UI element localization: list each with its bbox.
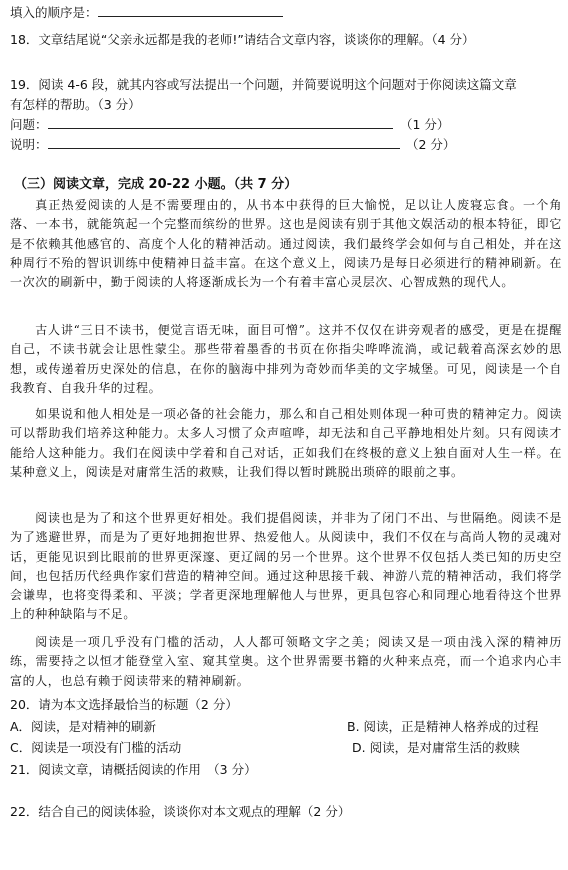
passage-paragraph-4: 阅读也是为了和这个世界更好相处。我们提倡阅读，并非为了闭门不出、与世隔绝。阅读不是为了逃避世界，而是为了更好地拥抱世界、热爱他人。从阅读中，我们不仅在与高尚人物的灵魂对话，更能见识到比眼前的世界更深邃、更辽阔的另一个世界。这个世界不仅包括人类已知的历史空间，也包括历代经典作家们营造的精神空间。通过这种思接千载、神游八荒的精神活动，我们将学会谦卑，也将变得柔和、平淡；学者更深地理解他人与世界，更具包容心和同理心地看待这个世界上的种种缺陷与不足。 [10,511,562,622]
q19-question-blank[interactable] [48,116,393,129]
passage-paragraph-3: 如果说和他人相处是一项必备的社会能力，那么和自己相处则体现一种可贵的精神定力。阅读可以帮助我们培养这种能力。太多人习惯了众声喧哗，却无法和自己平静地相处片刻。只有阅读才能给人这种能力。我们在阅读中学着和自己对话，正如我们在终极的意义上独自面对人生一样。在某种意义上，阅读是对庸常生活的救赎，让我们得以暂时跳脱出琐碎的眼前之事。 [10,407,562,479]
q20-option-a[interactable]: A．阅读，是对精神的刷新 [10,719,157,734]
q20-option-b[interactable]: B. 阅读，正是精神人格养成的过程 [347,719,539,734]
q19-question-score: （1 分） [400,117,450,132]
q19-explain-score: （2 分） [406,137,456,152]
question-20: 20．请为本文选择最恰当的标题（2 分） [10,697,238,712]
q19-explain-row [10,136,400,154]
q19-question-label: 问题： [10,117,48,132]
passage-paragraph-1: 真正热爱阅读的人是不需要理由的，从书本中获得的巨大愉悦，足以让人废寝忘食。一个角落、一本书，就能筑起一个完整而缤纷的世界。这也是阅读有别于其他文娱活动的根本特征，即它是不依赖其他感官的、高度个人化的精神活动。通过阅读，我们最终学会如何与自己相处，并在这种周行不殆的智识训练中使精神日益丰富。在这个意义上，阅读乃是每日必须进行的精神刷新。在一次次的刷新中，勤于阅读的人将逐渐成长为一个有着丰富心灵层次、心智成熟的现代人。 [10,198,562,290]
question-19-line-2: 有怎样的帮助。（3 分） [10,97,141,112]
question-21: 21．阅读文章，请概括阅读的作用 （3 分） [10,762,257,777]
question-22: 22．结合自己的阅读体验，谈谈你对本文观点的理解（2 分） [10,804,351,819]
q19-question-row [10,116,393,134]
q19-explain-label: 说明： [10,137,48,152]
q17-answer-blank[interactable] [98,4,283,17]
q17-label: 填入的顺序是： [10,5,98,20]
passage-paragraph-2: 古人讲“三日不读书，便觉言语无味，面目可憎”。这并不仅仅在讲旁观者的感受，更是在提醒自己，不读书就会让思性蒙尘。那些带着墨香的书页在你指尖哗哗流淌，或记载着高深玄妙的思想，或传递着历史深处的信息，在你的脑海中排列为奇妙而华美的文字城堡。可见，阅读是一个自我教育、自我升华的过程。 [10,323,562,395]
q20-option-d[interactable]: D. 阅读，是对庸常生活的救赎 [352,740,520,755]
q17-fill-line [10,4,283,22]
section-3-heading: （三）阅读文章，完成 20-22 小题。（共 7 分） [14,177,298,192]
question-19-line-1: 19．阅读 4-6 段，就其内容或写法提出一个问题，并简要说明这个问题对于你阅读这篇文章 [10,77,517,92]
question-18: 18．文章结尾说“父亲永远都是我的老师!”请结合文章内容，谈谈你的理解。（4 分） [10,32,475,47]
passage-paragraph-5: 阅读是一项几乎没有门槛的活动，人人都可领略文字之美；阅读又是一项由浅入深的精神历练，需要持之以恒才能登堂入室、窥其堂奥。这个世界需要书籍的火种来点亮，而一个追求内心丰富的人，也总有赖于阅读带来的精神刷新。 [10,635,562,688]
q19-explain-blank[interactable] [48,136,400,149]
q20-option-c[interactable]: C．阅读是一项没有门槛的活动 [10,740,182,755]
